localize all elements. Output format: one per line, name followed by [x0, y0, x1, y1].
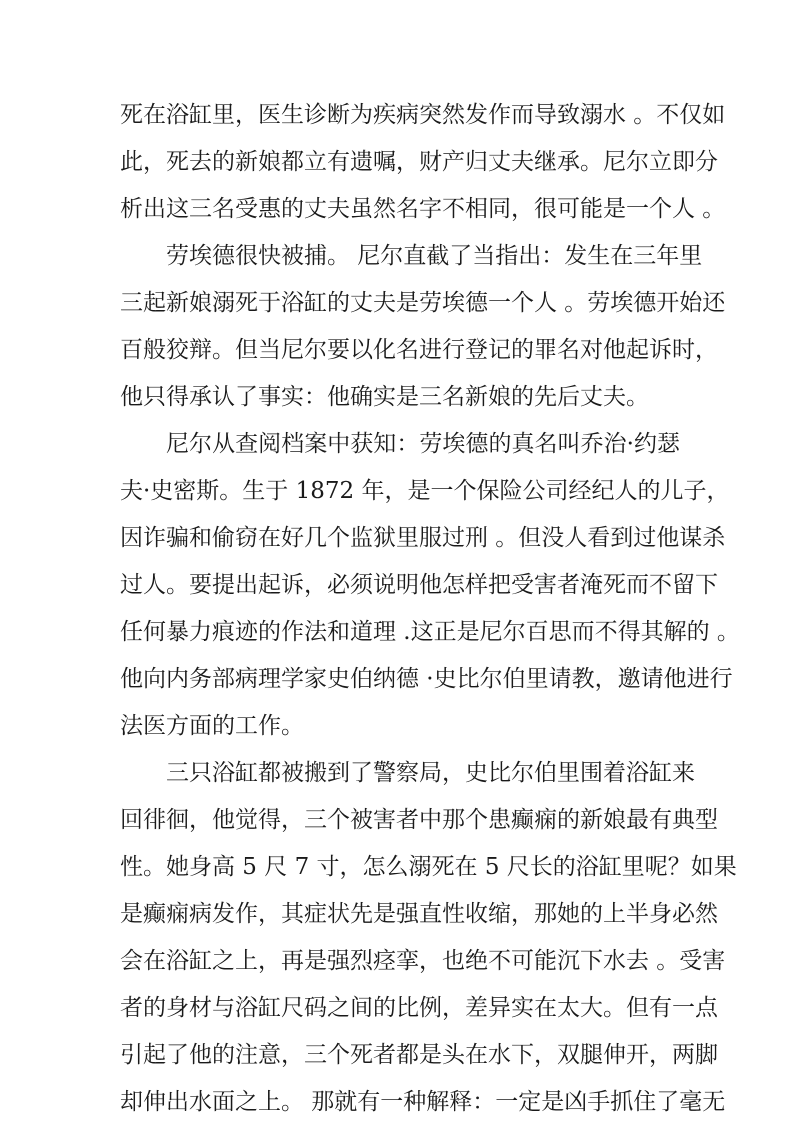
text-line: 夫·史密斯。生于 1872 年，是一个保险公司经纪人的儿子， — [120, 478, 730, 504]
text-line: 此，死去的新娘都立有遗嘱，财产归丈夫继承。尼尔立即分 — [120, 149, 718, 175]
text-line: 他向内务部病理学家史伯纳德 ·史比尔伯里请教，邀请他进行 — [120, 666, 733, 692]
text-line: 析出这三名受惠的丈夫虽然名字不相同，很可能是一个人 。 — [120, 196, 726, 222]
text-line: 回徘徊，他觉得，三个被害者中那个患癫痫的新娘最有典型 — [120, 807, 718, 833]
text-line: 死在浴缸里，医生诊断为疾病突然发作而导致溺水 。不仅如 — [120, 102, 726, 128]
text-line: 百般狡辩。但当尼尔要以化名进行登记的罪名对他起诉时， — [120, 337, 718, 363]
text-line: 却伸出水面之上。 那就有一种解释：一定是凶手抓住了毫无 — [120, 1089, 726, 1115]
text-line: 是癫痫病发作，其症状先是强直性收缩，那她的上半身必然 — [120, 901, 718, 927]
paragraph-start-line: 三只浴缸都被搬到了警察局，史比尔伯里围着浴缸来 — [166, 760, 695, 786]
text-line: 他只得承认了事实：他确实是三名新娘的先后丈夫。 — [120, 384, 649, 410]
text-line: 法医方面的工作。 — [120, 713, 304, 739]
text-line: 者的身材与浴缸尺码之间的比例，差异实在太大。但有一点 — [120, 995, 718, 1021]
text-line: 因诈骗和偷窃在好几个监狱里服过刑 。但没人看到过他谋杀 — [120, 525, 726, 551]
text-line: 过人。要提出起诉，必须说明他怎样把受害者淹死而不留下 — [120, 572, 718, 598]
text-line: 三起新娘溺死于浴缸的丈夫是劳埃德一个人 。劳埃德开始还 — [120, 290, 726, 316]
text-line: 任何暴力痕迹的作法和道理 .这正是尼尔百思而不得其解的 。 — [120, 619, 740, 645]
text-line: 性。她身高 5 尺 7 寸，怎么溺死在 5 尺长的浴缸里呢？如果 — [120, 854, 737, 880]
paragraph-start-line: 尼尔从查阅档案中获知：劳埃德的真名叫乔治·约瑟 — [166, 431, 680, 457]
paragraph-start-line: 劳埃德很快被捕。 尼尔直截了当指出：发生在三年里 — [166, 243, 703, 269]
text-line: 引起了他的注意，三个死者都是头在水下，双腿伸开，两脚 — [120, 1042, 718, 1068]
text-line: 会在浴缸之上，再是强烈痉挛，也绝不可能沉下水去 。受害 — [120, 948, 726, 974]
